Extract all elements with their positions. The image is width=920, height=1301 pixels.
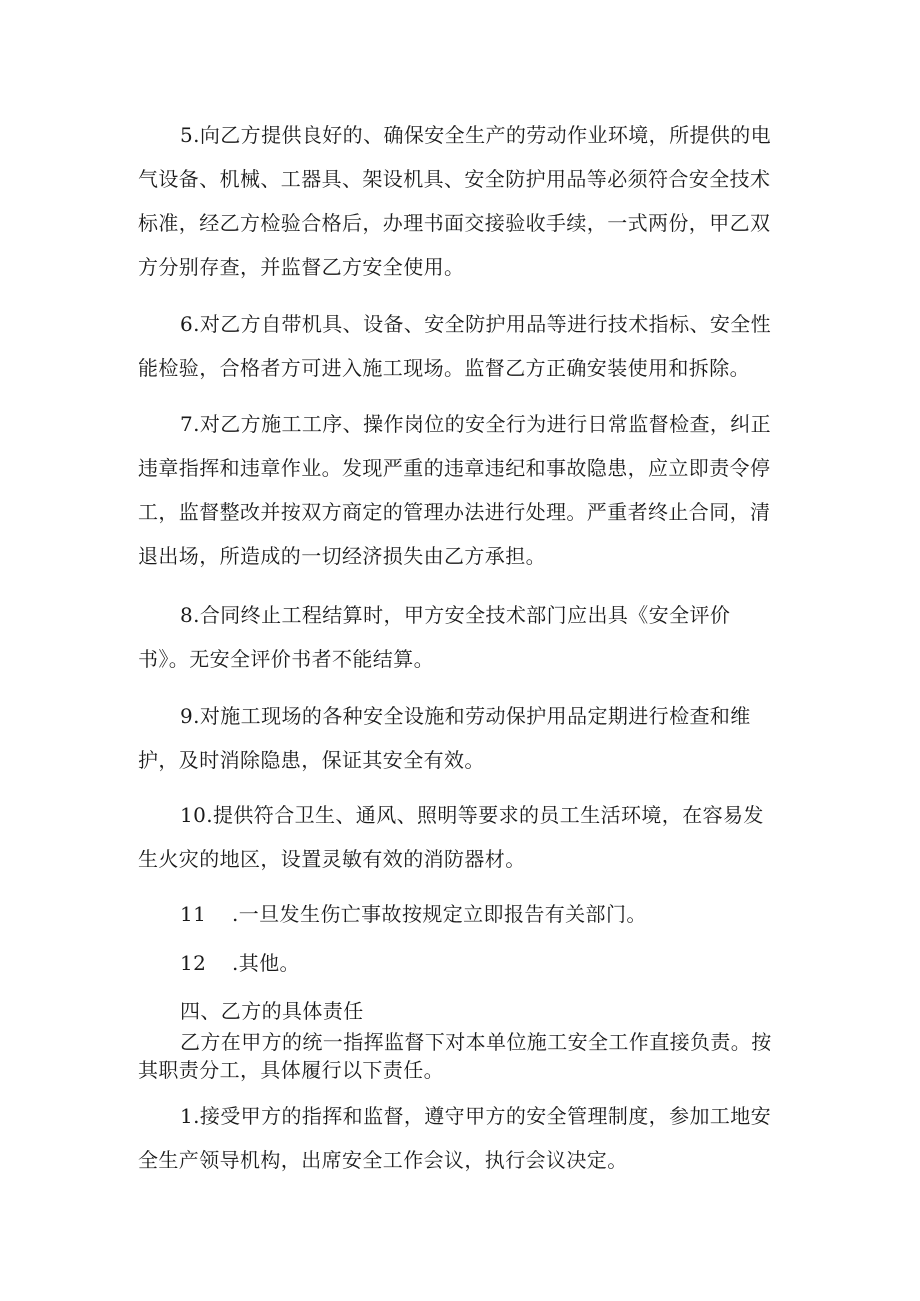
item-8-line-2: 书》。无安全评价书者不能结算。 [138,647,434,671]
item-10-line-1: 10.提供符合卫生、通风、照明等要求的员工生活环境，在容易发 [180,803,764,827]
item-number: 11 [180,902,207,926]
item-number: 8 [180,603,194,627]
item-5-line-2: 气设备、机械、工器具、架设机具、安全防护用品等必须符合安全技术 [138,167,771,191]
item-10-line-2: 生火灾的地区，设置灵敏有效的消防器材。 [138,847,526,871]
sub-item-1-line-1: 1.接受甲方的指挥和监督，遵守甲方的安全管理制度，参加工地安 [180,1104,772,1128]
item-5-line-3: 标准，经乙方检验合格后，办理书面交接验收手续，一式两份，甲乙双 [138,211,771,235]
item-number: 12 [180,951,207,975]
item-9-line-2: 护，及时消除隐患，保证其安全有效。 [138,748,485,772]
item-6-line-2: 能检验，合格者方可进入施工现场。监督乙方正确安装使用和拆除。 [138,356,750,380]
item-7-line-1: 7.对乙方施工工序、操作岗位的安全行为进行日常监督检查，纠正 [180,412,772,436]
item-number: 5 [180,123,194,147]
section-heading: 四、乙方的具体责任 [180,999,364,1023]
section-intro-line-1: 乙方在甲方的统一指挥监督下对本单位施工安全工作直接负责。按 [180,1030,772,1054]
item-number: 9 [180,704,194,728]
item-9-line-1: 9.对施工现场的各种安全设施和劳动保护用品定期进行检查和维 [180,704,751,728]
item-number: 6 [180,312,194,336]
item-5-line-1: 5.向乙方提供良好的、确保安全生产的劳动作业环境，所提供的电 [180,123,772,147]
item-number: 10 [180,803,207,827]
item-5-line-4: 方分别存查，并监督乙方安全使用。 [138,255,465,279]
section-intro-line-2: 其职责分工，具体履行以下责任。 [138,1058,444,1082]
item-7-line-2: 违章指挥和违章作业。发现严重的违章违纪和事故隐患，应立即责令停 [138,456,771,480]
item-11-line-1: 11 .一旦发生伤亡事故按规定立即报告有关部门。 [180,902,647,926]
item-12-line-1: 12 .其他。 [180,951,300,975]
item-7-line-4: 退出场，所造成的一切经济损失由乙方承担。 [138,544,546,568]
item-8-line-1: 8.合同终止工程结算时，甲方安全技术部门应出具《安全评价 [180,603,731,627]
sub-item-1-line-2: 全生产领导机构，出席安全工作会议，执行会议决定。 [138,1148,628,1172]
item-7-line-3: 工，监督整改并按双方商定的管理办法进行处理。严重者终止合同，清 [138,500,771,524]
item-6-line-1: 6.对乙方自带机具、设备、安全防护用品等进行技术指标、安全性 [180,312,772,336]
item-number: 7 [180,412,194,436]
item-number: 1 [180,1104,194,1128]
